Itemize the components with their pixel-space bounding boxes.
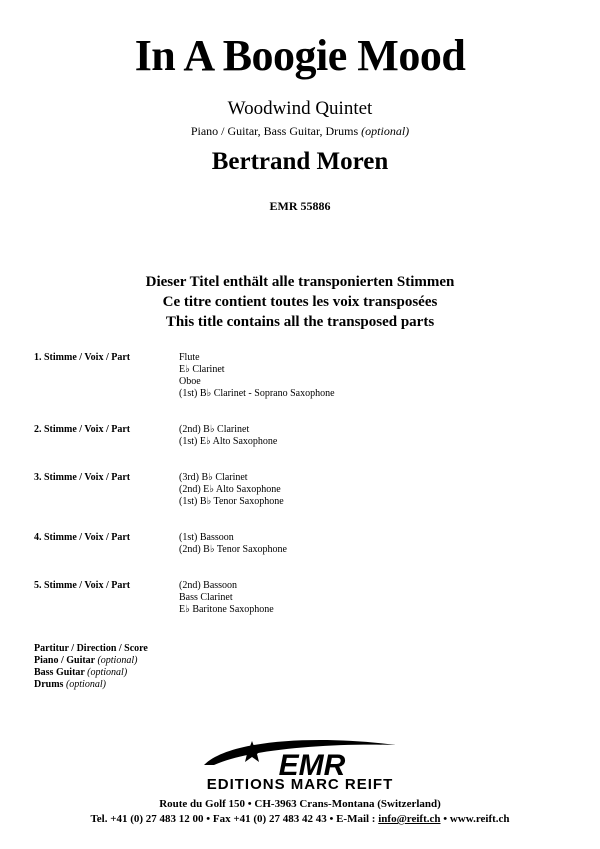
bass-guitar-label: Bass Guitar	[34, 667, 85, 678]
transposition-notice	[0, 272, 600, 332]
instrumentation-line	[0, 124, 600, 139]
part-label: 1. Stimme / Voix / Part	[34, 352, 131, 363]
contact-phone-fax: Tel. +41 (0) 27 483 12 00 • Fax +41 (0) 27 483 42 43 • E-Mail :	[90, 813, 376, 825]
composer-name: Bertrand Moren	[211, 148, 389, 175]
part-instrument: (1st) B♭ Clarinet - Soprano Saxophone	[179, 388, 335, 399]
optional-note: (optional)	[97, 655, 138, 666]
bass-guitar-line	[34, 667, 148, 679]
website[interactable]: • www.reift.ch	[443, 813, 510, 825]
notice-line-de: Dieser Titel enthält alle transponierten Stimmen	[145, 274, 455, 290]
part-instrument: Oboe	[179, 376, 201, 387]
part-instrument: (1st) B♭ Tenor Saxophone	[179, 496, 284, 507]
drums-line	[34, 679, 148, 691]
part-instrument: E♭ Clarinet	[179, 364, 225, 375]
part-instrument: (2nd) Bassoon	[179, 580, 238, 591]
piano-guitar-label: Piano / Guitar	[34, 655, 95, 666]
notice-line-fr: Ce titre contient toutes les voix transposées	[162, 294, 438, 310]
part-instrument: Bass Clarinet	[179, 592, 233, 603]
optional-note: (optional)	[87, 667, 128, 678]
drums-label: Drums	[34, 679, 64, 690]
publisher-address: Route du Golf 150 • CH-3963 Crans-Montana (Switzerland)	[159, 798, 441, 810]
part-instrument: E♭ Baritone Saxophone	[179, 604, 274, 615]
part-instrument-list	[179, 352, 335, 400]
ensemble-subtitle: Woodwind Quintet	[227, 98, 373, 119]
instrumentation-main: Piano / Guitar, Bass Guitar, Drums	[190, 124, 359, 138]
piano-guitar-line	[34, 655, 148, 667]
publisher-contact	[0, 813, 600, 825]
score-and-rhythm-parts	[34, 643, 148, 691]
part-instrument: (2nd) B♭ Clarinet	[179, 424, 250, 435]
score-label: Partitur / Direction / Score	[34, 643, 148, 654]
part-instrument: (2nd) E♭ Alto Saxophone	[179, 484, 281, 495]
logo-text: EMR	[278, 749, 346, 782]
part-label: 5. Stimme / Voix / Part	[34, 580, 131, 591]
part-instrument: (1st) Bassoon	[179, 532, 234, 543]
part-label: 4. Stimme / Voix / Part	[34, 532, 131, 543]
part-label: 2. Stimme / Voix / Part	[34, 424, 131, 435]
notice-line-en: This title contains all the transposed parts	[165, 314, 435, 330]
part-instrument: (3rd) B♭ Clarinet	[179, 472, 248, 483]
page-title: In A Boogie Mood	[134, 31, 466, 80]
part-instrument: Flute	[179, 352, 200, 363]
instrumentation-optional: (optional)	[361, 124, 410, 138]
part-instrument: (2nd) B♭ Tenor Saxophone	[179, 544, 287, 555]
email-link[interactable]: info@reift.ch	[378, 813, 441, 825]
part-instrument-list	[179, 472, 284, 508]
part-instrument-list	[179, 532, 287, 556]
part-instrument-list	[179, 424, 277, 448]
part-label: 3. Stimme / Voix / Part	[34, 472, 131, 483]
part-instrument-list	[179, 580, 274, 616]
publisher-name: EDITIONS MARC REIFT	[206, 776, 394, 793]
catalog-code: EMR 55886	[269, 199, 331, 213]
part-instrument: (1st) E♭ Alto Saxophone	[179, 436, 278, 447]
optional-note: (optional)	[65, 679, 106, 690]
